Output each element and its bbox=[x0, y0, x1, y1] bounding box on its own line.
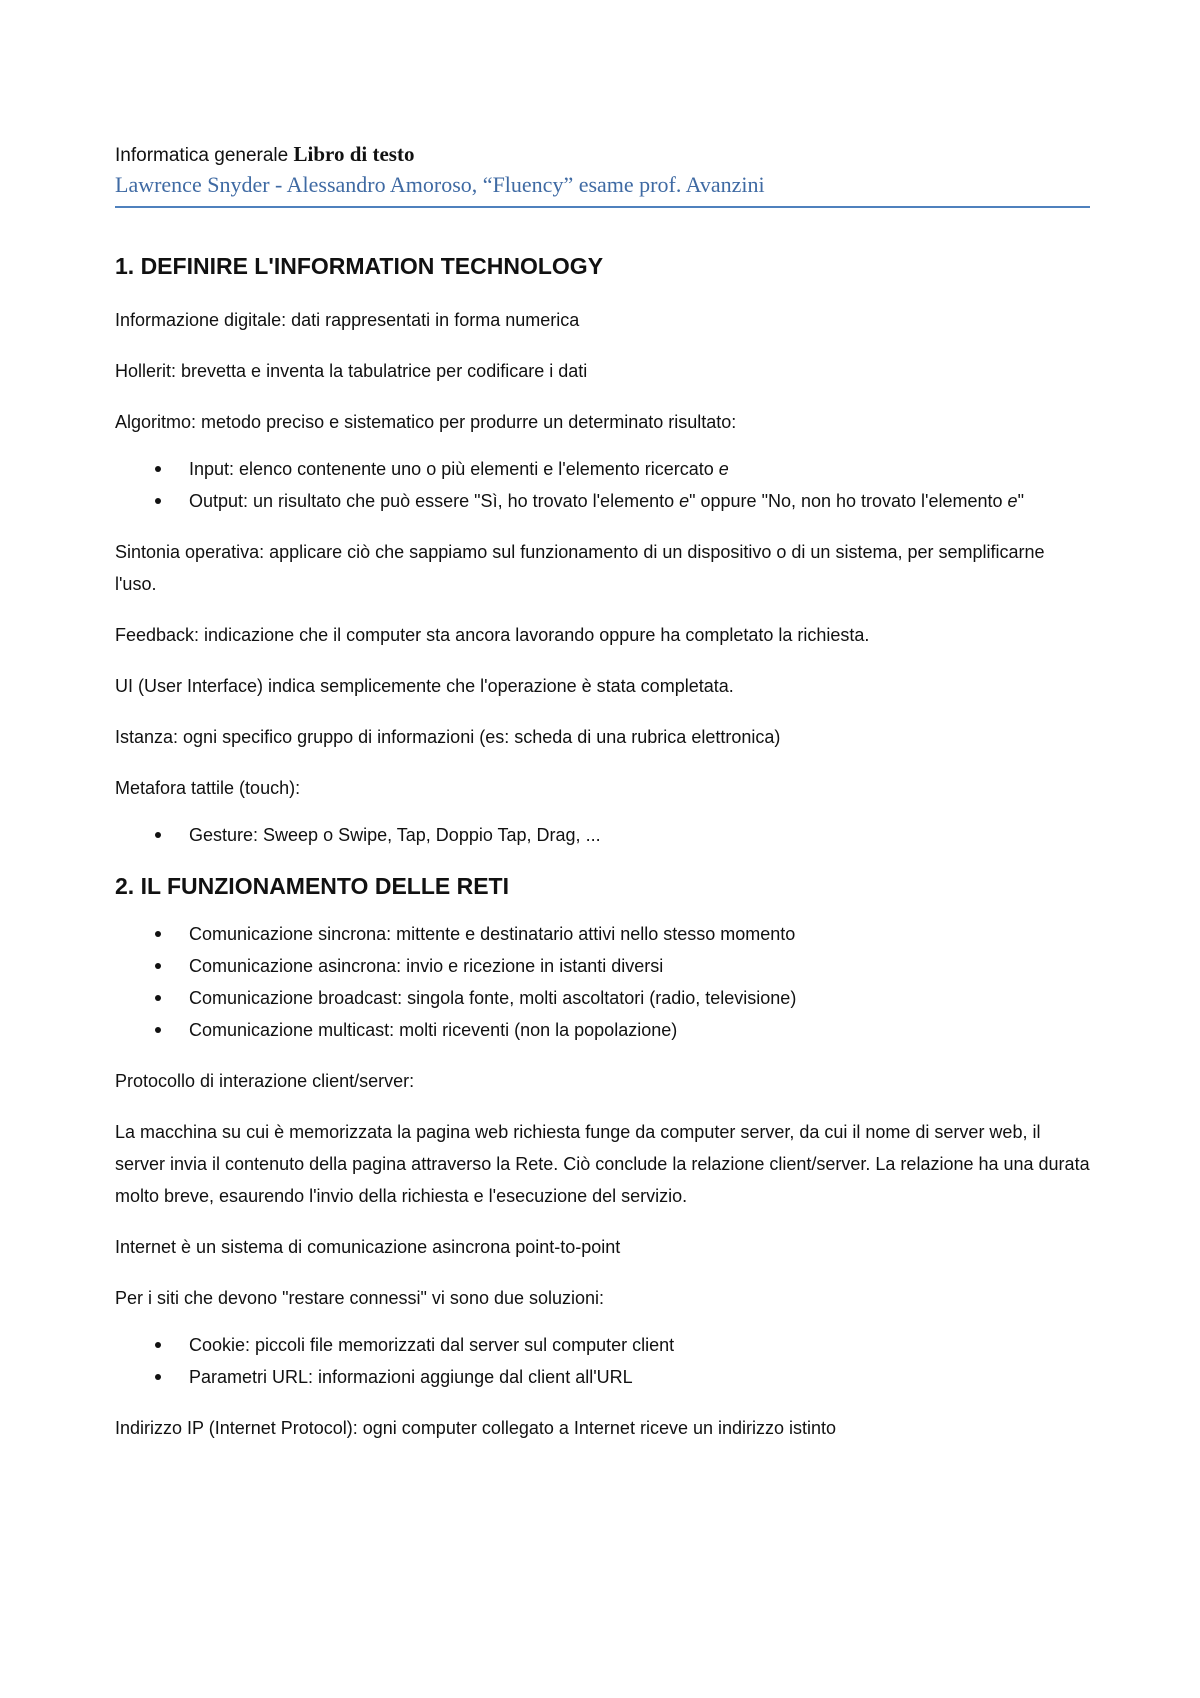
paragraph: UI (User Interface) indica semplicemente che l'operazione è stata completata. bbox=[115, 676, 734, 696]
paragraph: La macchina su cui è memorizzata la pagina web richiesta funge da computer server, da cui il nome di server web, il server invia il contenuto della pagina attraverso la Rete. Ciò conclude la relazione client/server. La relazione ha una durata molto breve, esaurendo l'invio della richiesta e l'esecuzione del servizio. bbox=[115, 1122, 1090, 1206]
list-item: Comunicazione asincrona: invio e ricezione in istanti diversi bbox=[115, 950, 1090, 982]
paragraph: Indirizzo IP (Internet Protocol): ogni computer collegato a Internet riceve un indirizzo istinto bbox=[115, 1418, 837, 1438]
list-item: Input: elenco contenente uno o più elementi e l'elemento ricercato e bbox=[115, 453, 1090, 485]
list-item: Cookie: piccoli file memorizzati dal server sul computer client bbox=[115, 1329, 1090, 1361]
paragraph: Sintonia operativa: applicare ciò che sappiamo sul funzionamento di un dispositivo o di un sistema, per semplificarne l'uso. bbox=[115, 542, 1045, 594]
communication-bullet-list bbox=[115, 918, 1090, 1046]
bullet-icon bbox=[155, 1027, 161, 1033]
bullet-icon bbox=[155, 1342, 161, 1348]
list-item: Output: un risultato che può essere "Sì, ho trovato l'elemento e" oppure "No, non ho trovato l'elemento e" bbox=[115, 485, 1090, 517]
paragraph: Feedback: indicazione che il computer sta ancora lavorando oppure ha completato la richiesta. bbox=[115, 625, 870, 645]
list-item: Gesture: Sweep o Swipe, Tap, Doppio Tap, Drag, ... bbox=[115, 819, 1090, 851]
paragraph: Internet è un sistema di comunicazione asincrona point-to-point bbox=[115, 1237, 621, 1257]
paragraph: Metafora tattile (touch): bbox=[115, 778, 301, 798]
connection-bullet-list bbox=[115, 1329, 1090, 1393]
list-item: Comunicazione multicast: molti riceventi (non la popolazione) bbox=[115, 1014, 1090, 1046]
section-title-1: 1. DEFINIRE L'INFORMATION TECHNOLOGY bbox=[115, 253, 604, 279]
list-item: Comunicazione broadcast: singola fonte, molti ascoltatori (radio, televisione) bbox=[115, 982, 1090, 1014]
paragraph: Istanza: ogni specifico gruppo di informazioni (es: scheda di una rubrica elettronica) bbox=[115, 727, 781, 747]
bullet-icon bbox=[155, 995, 161, 1001]
algorithm-bullet-list bbox=[115, 453, 1090, 517]
bullet-icon bbox=[155, 498, 161, 504]
bullet-icon bbox=[155, 931, 161, 937]
paragraph: Per i siti che devono "restare connessi" vi sono due soluzioni: bbox=[115, 1288, 605, 1308]
paragraph: Informazione digitale: dati rappresentati in forma numerica bbox=[115, 310, 580, 330]
header-subject: Informatica generale bbox=[115, 145, 289, 166]
section-title-2: 2. IL FUNZIONAMENTO DELLE RETI bbox=[115, 873, 509, 899]
touch-bullet-list bbox=[115, 819, 1090, 851]
header-book-label: Libro di testo bbox=[293, 142, 415, 166]
bullet-icon bbox=[155, 832, 161, 838]
paragraph: Hollerit: brevetta e inventa la tabulatrice per codificare i dati bbox=[115, 361, 588, 381]
document-content bbox=[115, 140, 1090, 1463]
document-header bbox=[115, 140, 1090, 170]
list-item: Parametri URL: informazioni aggiunge dal client all'URL bbox=[115, 1361, 1090, 1393]
bullet-icon bbox=[155, 963, 161, 969]
bullet-icon bbox=[155, 466, 161, 472]
list-item: Comunicazione sincrona: mittente e destinatario attivi nello stesso momento bbox=[115, 918, 1090, 950]
bullet-icon bbox=[155, 1374, 161, 1380]
paragraph: Protocollo di interazione client/server: bbox=[115, 1071, 415, 1091]
header-authors: Lawrence Snyder - Alessandro Amoroso, “Fluency” esame prof. Avanzini bbox=[115, 170, 1090, 208]
paragraph: Algoritmo: metodo preciso e sistematico per produrre un determinato risultato: bbox=[115, 412, 737, 432]
